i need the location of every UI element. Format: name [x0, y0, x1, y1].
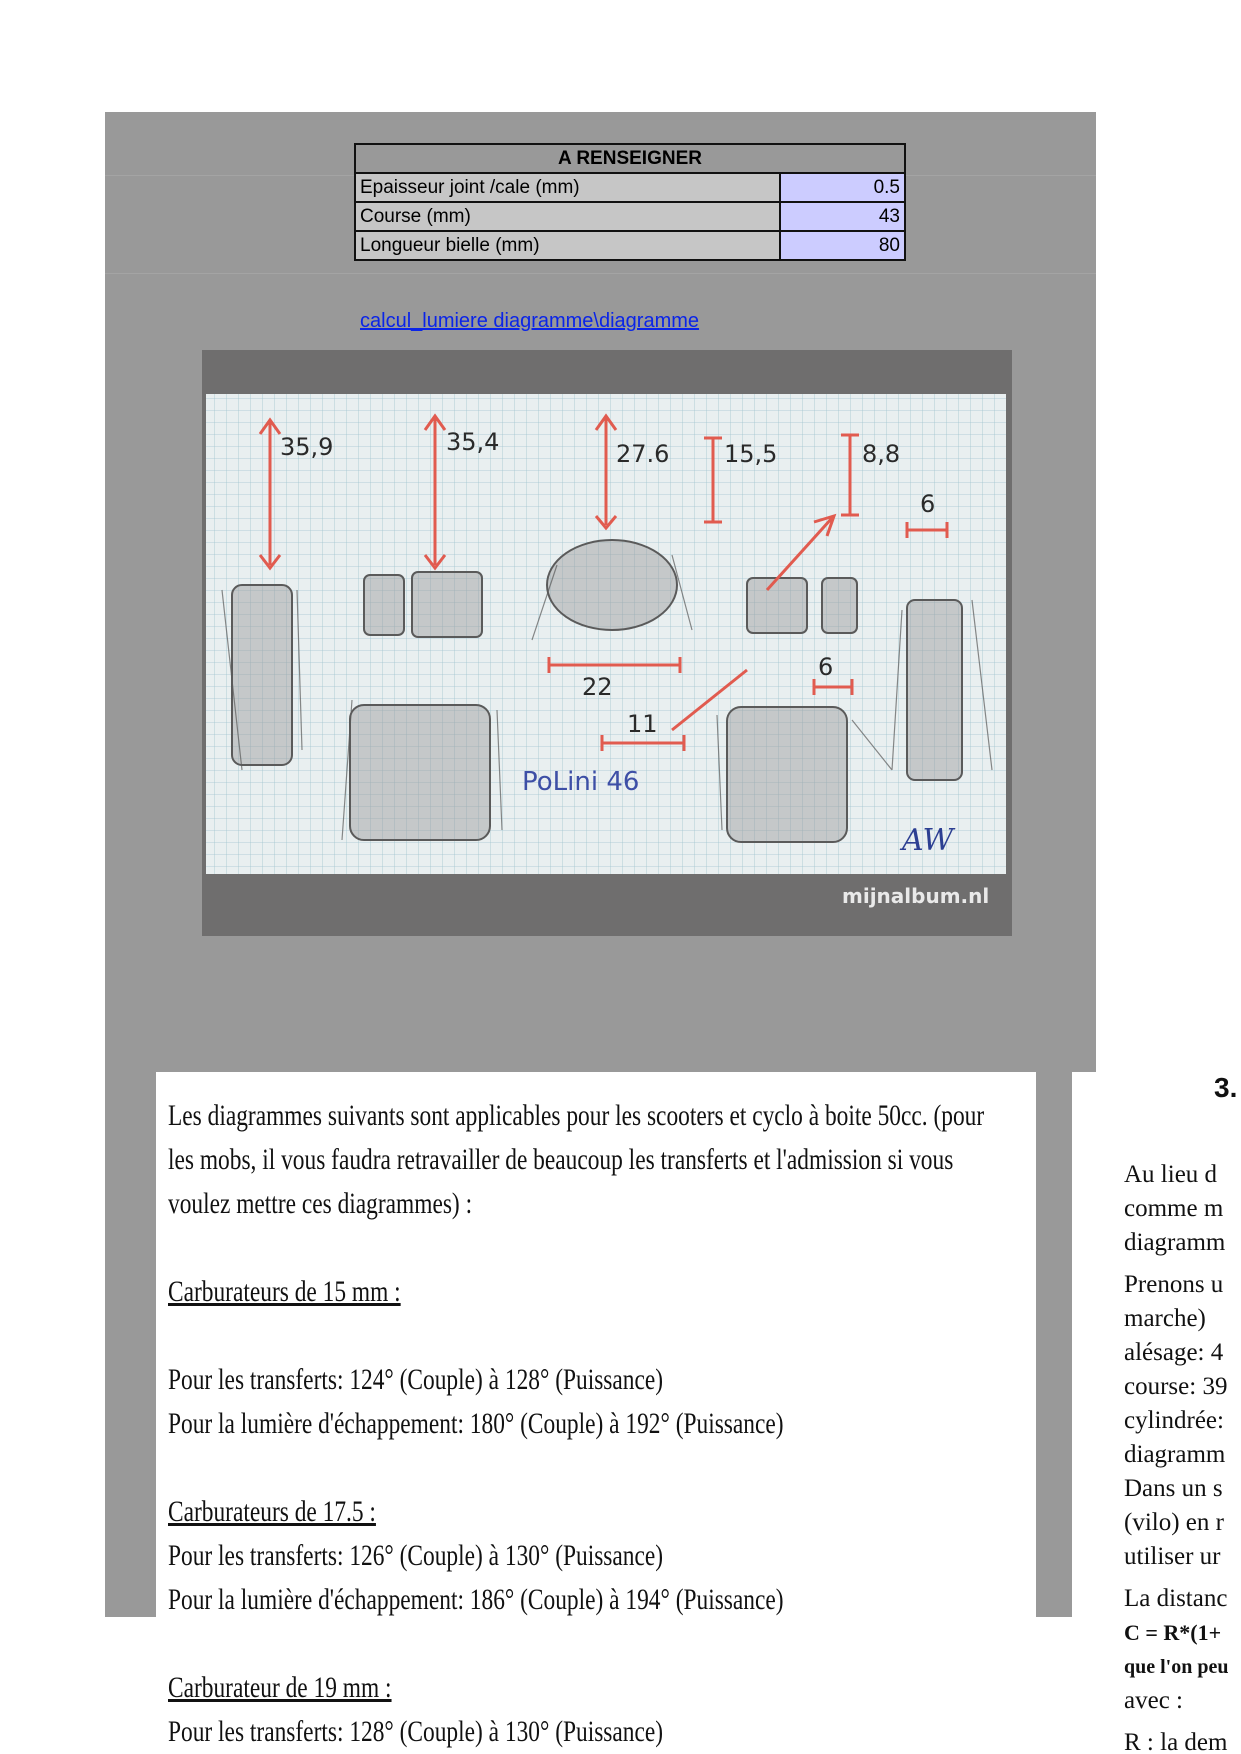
right-document-text: [1124, 1158, 1228, 1754]
measure-label: 6: [818, 653, 834, 681]
section-title: Carburateurs de 15 mm :: [168, 1275, 401, 1308]
measure-label: 35,4: [446, 428, 500, 456]
label-cell: Course (mm): [355, 202, 780, 231]
text-line: La distanc: [1124, 1585, 1228, 1612]
text-line: diagramm: [1124, 1229, 1226, 1256]
table-row: [355, 173, 905, 202]
text-line: cylindrée:: [1124, 1407, 1224, 1434]
text-line: utiliser ur: [1124, 1543, 1221, 1570]
measure-label: 11: [627, 710, 658, 738]
gridline: [105, 273, 1096, 274]
measure-label: 15,5: [724, 440, 778, 468]
diagram-hyperlink[interactable]: calcul_lumiere diagramme\diagramme: [360, 310, 700, 332]
input-table: [354, 143, 906, 261]
measure-label: 6: [920, 490, 936, 518]
section-item: Pour les transferts: 124° (Couple) à 128° (Puissance): [168, 1363, 664, 1396]
formula-line: C = R*(1+: [1124, 1620, 1222, 1645]
text-line: (vilo) en r: [1124, 1509, 1224, 1536]
course-input-cell[interactable]: 43: [780, 202, 905, 231]
epaisseur-input-cell[interactable]: 0.5: [780, 173, 905, 202]
section-item: Pour les transferts: 128° (Couple) à 130° (Puissance): [168, 1715, 664, 1748]
brand-label: PoLini 46: [522, 767, 640, 797]
bielle-input-cell[interactable]: 80: [780, 231, 905, 260]
input-table-header: A RENSEIGNER: [355, 144, 905, 173]
text-line: R : la dem: [1124, 1729, 1228, 1754]
section-number: 3.: [1214, 1072, 1238, 1103]
document-text: [168, 1094, 985, 1754]
watermark: mijnalbum.nl: [842, 884, 990, 908]
text-line: Dans un s: [1124, 1475, 1223, 1502]
text-line: que l'on peu: [1124, 1656, 1229, 1678]
text-line: comme m: [1124, 1195, 1224, 1222]
measure-label: 35,9: [280, 433, 334, 461]
section-item: Pour la lumière d'échappement: 186° (Couple) à 194° (Puissance): [168, 1583, 784, 1616]
section-item: Pour la lumière d'échappement: 180° (Couple) à 192° (Puissance): [168, 1407, 784, 1440]
paragraph-line: voulez mettre ces diagrammes) :: [168, 1187, 473, 1220]
table-row: [355, 231, 905, 260]
table-row: [355, 202, 905, 231]
measure-label: 22: [582, 673, 613, 701]
text-line: marche): [1124, 1305, 1206, 1332]
label-cell: Longueur bielle (mm): [355, 231, 780, 260]
section-item: Pour les transferts: 126° (Couple) à 130° (Puissance): [168, 1539, 664, 1572]
text-line: course: 39: [1124, 1373, 1228, 1400]
paragraph-line: Les diagrammes suivants sont applicables pour les scooters et cyclo à boite 50cc. (pour: [168, 1099, 985, 1132]
text-line: diagramm: [1124, 1441, 1226, 1468]
measure-label: 8,8: [862, 440, 901, 468]
signature: AW: [902, 823, 954, 858]
text-line: avec :: [1124, 1687, 1183, 1714]
text-line: Prenons u: [1124, 1271, 1224, 1298]
right-document-excerpt: [1072, 1072, 1241, 1754]
section-title: Carburateurs de 17.5 :: [168, 1495, 376, 1528]
paragraph-line: les mobs, il vous faudra retravailler de beaucoup les transferts et l'admission si vous: [168, 1143, 954, 1176]
port-sketch-photo: [202, 350, 1012, 936]
measure-label: 27.6: [616, 440, 670, 468]
section-title: Carburateur de 19 mm :: [168, 1671, 392, 1704]
photo-drawing: [202, 350, 1012, 936]
text-line: Au lieu d: [1124, 1161, 1218, 1188]
text-line: alésage: 4: [1124, 1339, 1224, 1366]
label-cell: Epaisseur joint /cale (mm): [355, 173, 780, 202]
document-excerpt: [156, 1072, 1036, 1754]
